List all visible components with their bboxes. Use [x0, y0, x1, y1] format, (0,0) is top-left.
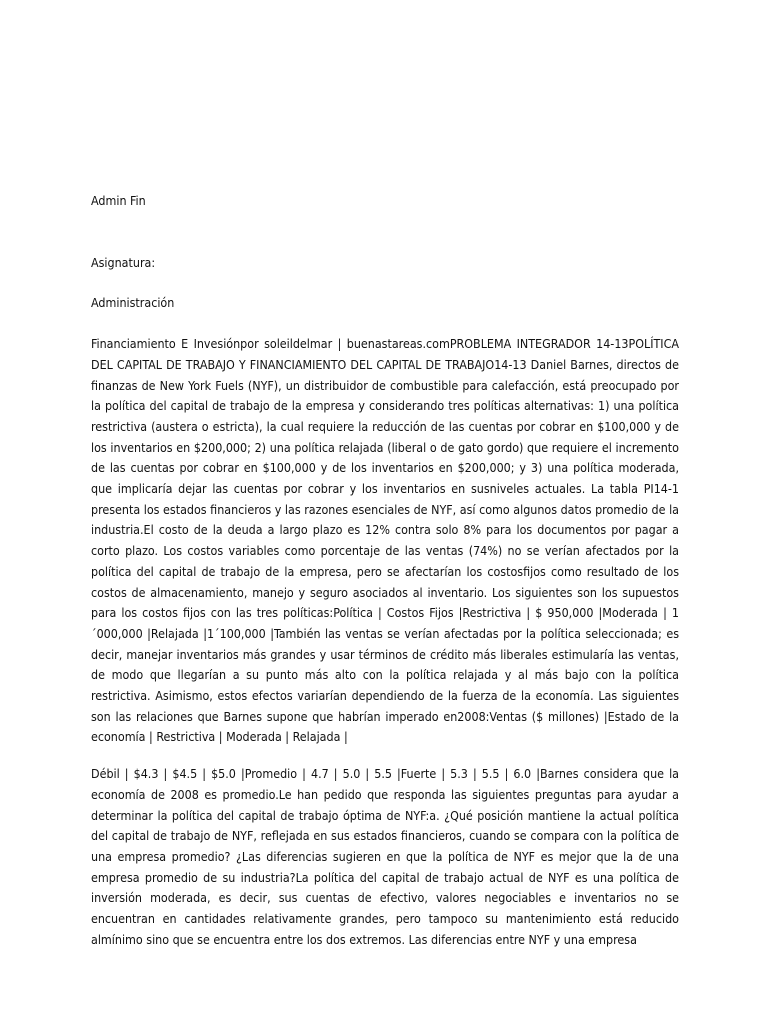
body-paragraph-2: Débil | $4.3 | $4.5 | $5.0 |Promedio | 4.7 | 5.0 | 5.5 |Fuerte | 5.3 | 5.5 | 6.0 |Barnes considera que la economía de 2008 es promedio.Le han pedido que responda las siguientes preguntas para ayudar a determinar la política del capital de trabajo óptima de NYF:a. ¿Qué posición mantiene la actual política del capital de trabajo de NYF, reflejada en sus estados financieros, cuando se compara con la política de una empresa promedio? ¿Las diferencias sugieren en que la política de NYF es mejor que la de una empresa promedio de su industria?La política del capital de trabajo actual de NYF es una política de inversión moderada, es decir, sus cuentas de efectivo, valores negociables e inventarios no se encuentran en cantidades relativamente grandes, pero tampoco su mantenimiento está reducido almínimo sino que se encuentra entre los dos extremos. Las diferencias entre NYF y una empresa — [91, 766, 679, 947]
document-body — [91, 191, 679, 951]
body-paragraph-1: Financiamiento E Invesiónpor soleildelmar | buenastareas.comPROBLEMA INTEGRADOR 14-13POLÍTICA DEL CAPITAL DE TRABAJO Y FINANCIAMIENTO DEL CAPITAL DE TRABAJO14-13 Daniel Barnes, directos de finanzas de New York Fuels (NYF), un distribuidor de combustible para calefacción, está preocupado por la política del capital de trabajo de la empresa y considerando tres políticas alternativas: 1) una política restrictiva (austera o estricta), la cual requiere la reducción de las cuentas por cobrar en $100,000 y de los inventarios en $200,000; 2) una política relajada (liberal o de gato gordo) que requiere el incremento de las cuentas por cobrar en $100,000 y de los inventarios en $200,000; y 3) una política moderada, que implicaría dejar las cuentas por cobrar y los inventarios en susniveles actuales. La tabla PI14-1 presenta los estados financieros y las razones esenciales de NYF, así como algunos datos promedio de la industria.El costo de la deuda a largo plazo es 12% contra solo 8% para los documentos por pagar a corto plazo. Los costos variables como porcentaje de las ventas (74%) no se verían afectados por la política del capital de trabajo de la empresa, pero se afectarían los costosfijos como resultado de los costos de almacenamiento, manejo y seguro asociados al inventario. Los siguientes son los supuestos para los costos fijos con las tres políticas:Política | Costos Fijos |Restrictiva | $ 950,000 |Moderada | 1´000,000 |Relajada |1´100,000 |También las ventas se verían afectadas por la política seleccionada; es decir, manejar inventarios más grandes y usar términos de crédito más liberales estimularía las ventas, de modo que llegarían a su punto más alto con la política relajada y al más bajo con la política restrictiva. Asimismo, estos efectos variarían dependiendo de la fuerza de la economía. Las siguientes son las relaciones que Barnes supone que habrían imperado en2008:Ventas ($ millones) |Estado de la economía | Restrictiva | Moderada | Relajada | — [91, 336, 679, 745]
subject-label: Asignatura: — [91, 254, 156, 270]
document-title: Admin Fin — [91, 193, 146, 208]
subject-value: Administración — [91, 295, 175, 311]
